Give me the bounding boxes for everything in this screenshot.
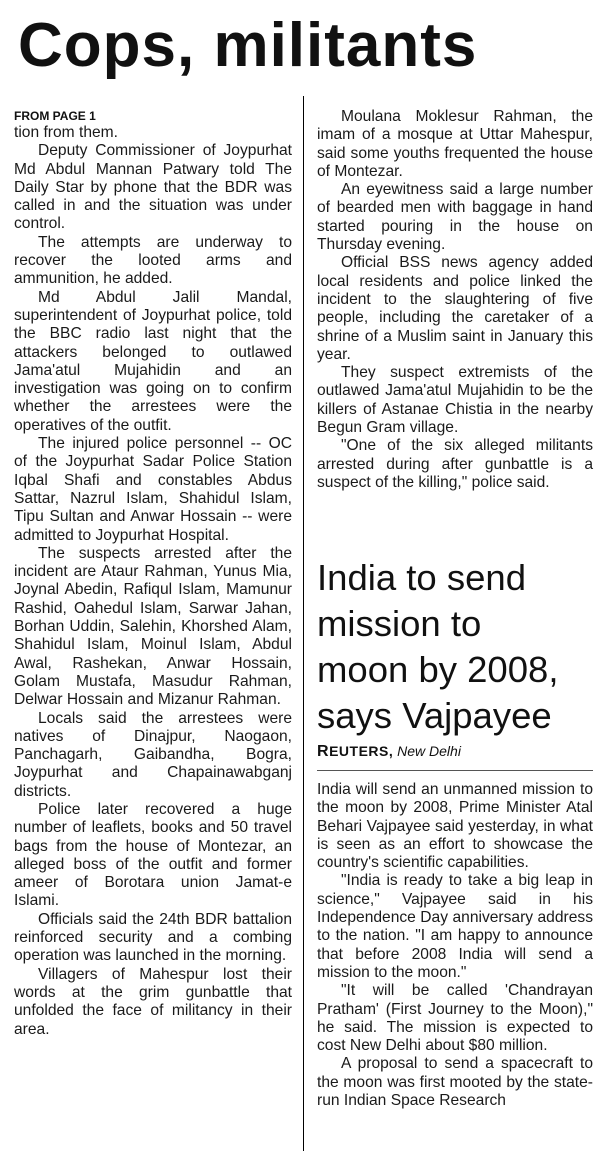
right-column-continued [317,108,593,492]
article-paragraph: "It will be called 'Chandrayan Pratham' (First Journey to the Moon)," he said. The mission is expected to cost New Delhi about $80 million. [317,982,593,1055]
byline-place: New Delhi [397,743,461,759]
article-paragraph: Villagers of Mahespur lost their words at the grim gunbattle that unfolded the face of militancy in their area. [14,965,292,1038]
column-divider [303,96,304,1151]
article-paragraph: Police later recovered a huge number of leaflets, books and 50 travel bags from the house of Montezar, an alleged boss of the outfit and former ameer of Borotara union Jamat-e Islami. [14,800,292,910]
story2-byline [317,742,593,761]
article-paragraph: "One of the six alleged militants arrested during after gunbattle is a suspect of the killing," police said. [317,437,593,491]
byline-agency: REUTERS, [317,743,394,760]
article-paragraph: A proposal to send a spacecraft to the moon was first mooted by the state-run Indian Space Research [317,1055,593,1110]
story2-headline-line: says Vajpayee [317,695,552,736]
article-paragraph: The injured police personnel -- OC of the Joypurhat Sadar Police Station Iqbal Shafi and constables Abdus Sattar, Nazrul Islam, Shahidul Islam, Tipu Sultan and Anwar Hossain -- were admitted to Joypurhat Hospital. [14,435,292,544]
story2-headline [317,555,593,739]
article-paragraph: Officials said the 24th BDR battalion reinforced security and a combing operation was launched in the morning. [14,910,292,965]
continuation-text: tion from them. [14,124,118,141]
story2-headline-line: India to send [317,557,527,598]
article-paragraph: Md Abdul Jalil Mandal, superintendent of Joypurhat police, told the BBC radio last night that the attackers belonged to outlawed Jama'atul Mujahidin and an investigation was going on to confirm whether the arrestees were the operatives of the outfit. [14,288,292,434]
article-paragraph: An eyewitness said a large number of bearded men with baggage in hand started pouring in the house on Thursday evening. [317,181,593,254]
story2-body [317,781,593,1110]
article-paragraph: The suspects arrested after the incident are Ataur Rahman, Yunus Mia, Joynal Abedin, Rafiqul Islam, Mamunur Rashid, Oahedul Islam, Sarwar Jahan, Borhan Uddin, Salehin, Khorshed Alam, Shahidul Islam, Moinul Islam, Abdul Awal, Rashekan, Anwar Hossain, Golam Mustafa, Masudur Rahman, Delwar Hossain and Mizanur Rahman. [14,544,292,709]
byline-divider [317,770,593,771]
article-paragraph: "India is ready to take a big leap in science," Vajpayee said in his Independence Day anniversary address to the nation. "I am happy to announce that before 2008 India will send a mission to the moon." [317,872,593,981]
kicker-from-page: FROM PAGE 1 [14,109,96,123]
story2-headline-line: mission to [317,603,482,644]
article-paragraph: The attempts are underway to recover the looted arms and ammunition, he added. [14,233,292,288]
article-paragraph: Official BSS news agency added local residents and police linked the incident to the slaughtering of five people, including the caretaker of a shrine of a Muslim saint in January this year. [317,254,593,363]
page-headline: Cops, militants [18,11,478,80]
article-paragraph: Moulana Moklesur Rahman, the imam of a mosque at Uttar Mahespur, said some youths frequented the house of Montezar. [317,108,593,180]
article-paragraph: India will send an unmanned mission to the moon by 2008, Prime Minister Atal Behari Vajpayee said yesterday, in what is seen as an effort to showcase the country's scientific capabilities. [317,781,593,872]
story2-headline-line: moon by 2008, [317,649,559,690]
article-paragraph: Deputy Commissioner of Joypurhat Md Abdul Mannan Patwary told The Daily Star by phone that the BDR was called in and the situation was under control. [14,142,292,233]
article-paragraph: They suspect extremists of the outlawed Jama'atul Mujahidin to be the killers of Astanae Chistia in the nearby Begun Gram village. [317,364,593,437]
left-column [14,108,292,1039]
article-paragraph: Locals said the arrestees were natives of Dinajpur, Naogaon, Panchagarh, Gaibandha, Bogra, Joypurhat and Chapainawabganj districts. [14,709,292,800]
